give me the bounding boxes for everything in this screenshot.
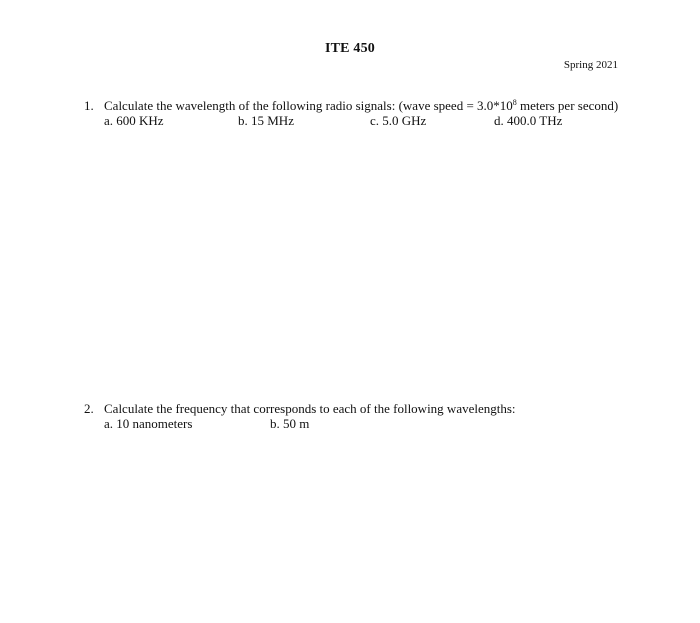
exponent: 8: [512, 98, 517, 107]
answer-option-b: b. 50 m: [270, 416, 310, 431]
term-label: Spring 2021: [563, 59, 618, 71]
question-text: [104, 98, 644, 113]
answer-option-a: a. 10 nanometers: [104, 416, 193, 431]
question-number: 2.: [84, 401, 94, 416]
question-2: [84, 401, 644, 431]
question-number: 1.: [84, 98, 94, 113]
answer-option-b: b. 15 MHz: [238, 113, 294, 128]
answer-options: [104, 416, 644, 431]
answer-options: [104, 113, 644, 128]
answer-option-d: d. 400.0 THz: [494, 113, 563, 128]
answer-option-c: c. 5.0 GHz: [370, 113, 427, 128]
course-title: ITE 450: [324, 41, 376, 56]
question-1: [84, 98, 644, 128]
question-text-part: Calculate the wavelength of the following radio signals: (wave speed = 3.0*10: [104, 98, 513, 113]
question-text: Calculate the frequency that corresponds to each of the following wavelengths:: [104, 401, 516, 416]
answer-option-a: a. 600 KHz: [104, 113, 164, 128]
question-text-part: meters per second): [516, 98, 619, 113]
